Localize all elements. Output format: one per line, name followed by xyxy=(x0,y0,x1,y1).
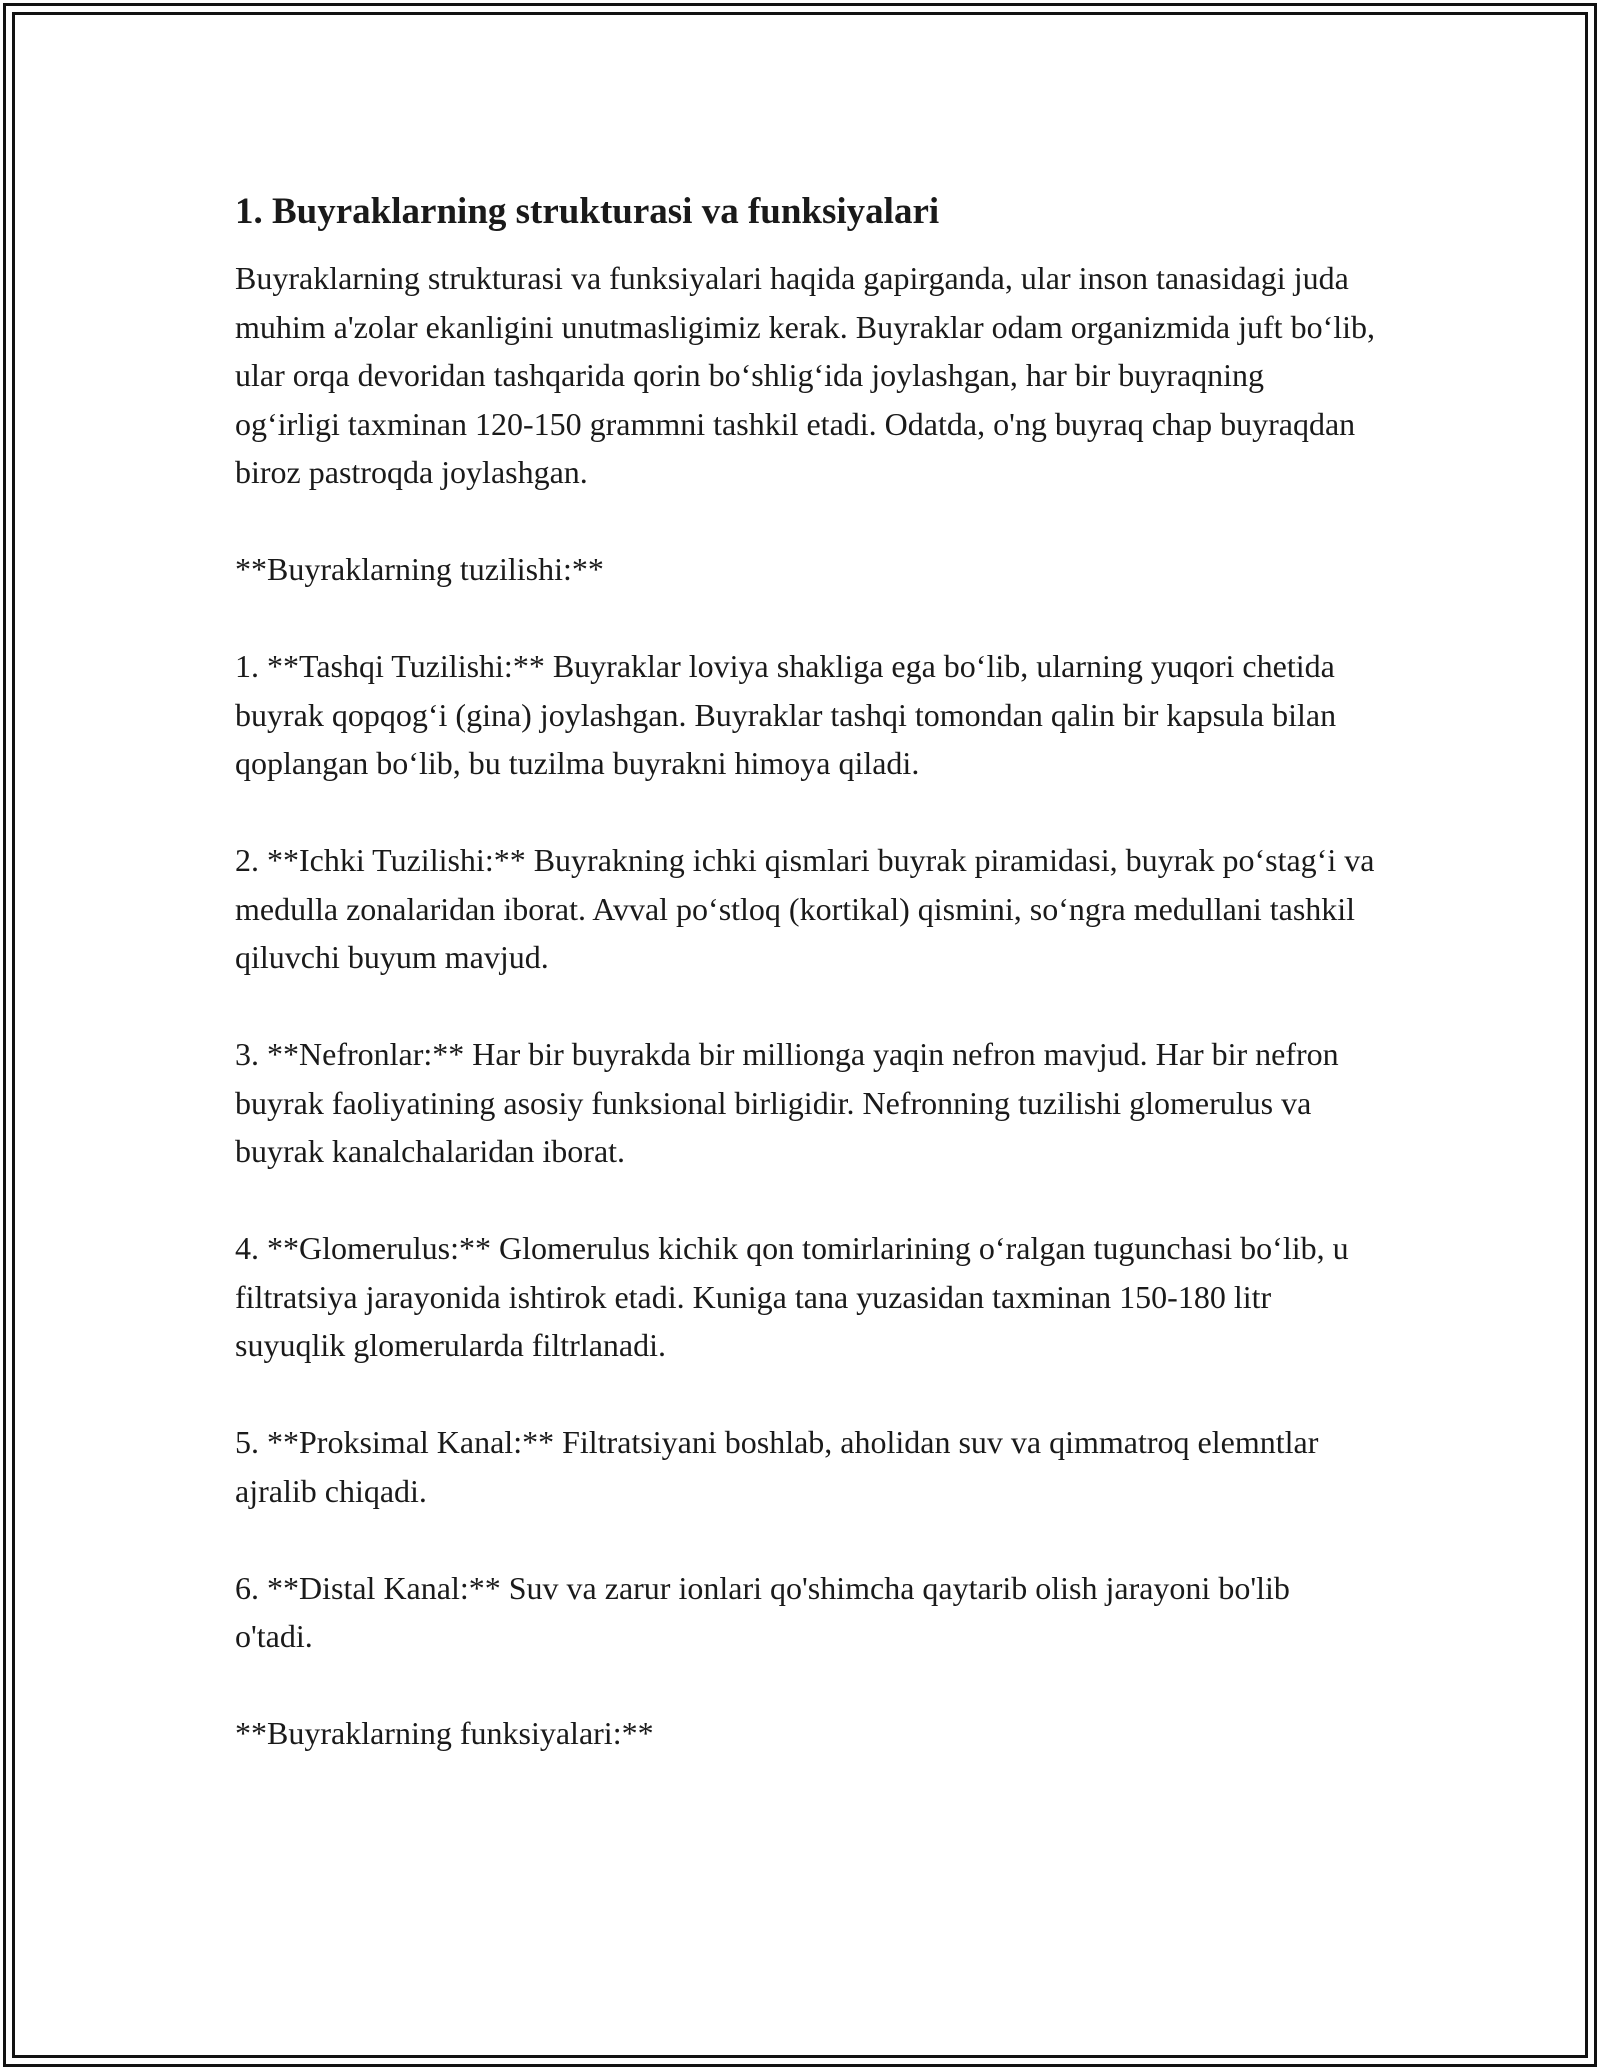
section-heading: 1. Buyraklarning strukturasi va funksiyalari xyxy=(235,191,940,232)
list-item-nephrons: 3. **Nefronlar:** Har bir buyrakda bir millionga yaqin nefron mavjud. Har bir nefron buyrak faoliyatining asosiy funksional birligidir. Nefronning tuzilishi glomerulus va buyrak kanalchalaridan iborat. xyxy=(235,1036,1347,1169)
list-item-glomerulus: 4. **Glomerulus:** Glomerulus kichik qon tomirlarining o‘ralgan tugunchasi bo‘lib, u filtratsiya jarayonida ishtirok etadi. Kuniga tana yuzasidan taxminan 150-180 litr suyuqlik glomerularda filtrlanadi. xyxy=(235,1230,1357,1363)
list-item-proximal-canal: 5. **Proksimal Kanal:** Filtratsiyani boshlab, aholidan suv va qimmatroq elemntlar ajralib chiqadi. xyxy=(235,1424,1327,1509)
list-item-internal-structure: 2. **Ichki Tuzilishi:** Buyrakning ichki qismlari buyrak piramidasi, buyrak po‘stag‘i va medulla zonalaridan iborat. Avval po‘stloq (kortikal) qismini, so‘ngra medullani tashkil qiluvchi buyum mavjud. xyxy=(235,842,1383,975)
list-item-distal-canal: 6. **Distal Kanal:** Suv va zarur ionlari qo'shimcha qaytarib olish jarayoni bo'lib o'tadi. xyxy=(235,1569,1298,1654)
document-body xyxy=(235,188,1383,1806)
subheading-functions: **Buyraklarning funksiyalari:** xyxy=(235,1715,654,1751)
subheading-structure: **Buyraklarning tuzilishi:** xyxy=(235,551,604,587)
list-item-external-structure: 1. **Tashqi Tuzilishi:** Buyraklar loviya shakliga ega bo‘lib, ularning yuqori chetida buyrak qopqog‘i (gina) joylashgan. Buyraklar tashqi tomondan qalin bir kapsula bilan qoplangan bo‘lib, bu tuzilma buyrakni himoya qiladi. xyxy=(235,648,1345,781)
intro-paragraph: Buyraklarning strukturasi va funksiyalari haqida gapirganda, ular inson tanasidagi juda muhim a'zolar ekanligini unutmasligimiz kerak. Buyraklar odam organizmida juft bo‘lib, ular orqa devoridan tashqarida qorin bo‘shlig‘ida joylashgan, har bir buyraqning og‘irligi taxminan 120-150 grammni tashkil etadi. Odatda, o'ng buyraq chap buyraqdan biroz pastroqda joylashgan. xyxy=(235,260,1383,490)
